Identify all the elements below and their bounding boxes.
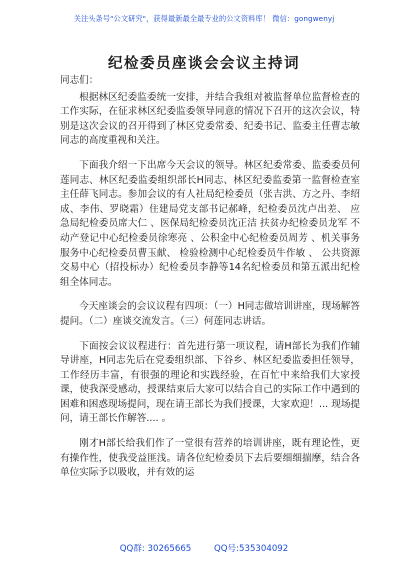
paragraph: 下面我介绍一下出席今天会议的领导。林区纪委常委、监委委员何莲同志、林区纪委监委组织部长H同志、林区纪委监委第一监督检查室主任薛飞同志。参加会议的有人社局纪检委员（张吉洪、方之丹、李绍成、李伟、罗晓霜）住建局党支部书记郝峰，纪检委员沈卢出差、 应急局纪检委员席大仁 、医保局纪检委员沈正洁 扶贫办纪检委员龙军 不动产登记中心纪检委员徐寒亮 、公积金中心纪检委员周芳 、机关事务服务中心纪检委员曹玉献、 检验检测中心纪检委员牛作敏 、 公共资源交易中心（招投标办）纪检委员李静等14名纪检委员和第五派出纪检组全体同志。 — [60, 159, 360, 288]
paragraph: 刚才H部长给我们作了一堂很有营养的培训讲座，既有理论性，更有操作性，使我受益匪浅。请各位纪检委员下去后要细细揣摩，结合各单位实际予以吸收，并有效的运 — [60, 438, 360, 479]
qq-group-text: QQ群: 30265665 — [119, 544, 192, 554]
paragraph: 今天座谈会的会议议程有四项：（一）H同志做培训讲座，现场解答提问。（二）座谈交流发言。（三）何莲同志讲话。 — [60, 301, 360, 327]
banner-text: 关注头条号"公文研究"，获得最新最全最专业的公文资料库！ 微信：gongwenyj — [73, 14, 335, 23]
paragraph: 根据林区纪委监委统一安排，并结合我组对被监督单位监督检查的工作实际，在征求林区纪委监委领导同意的情况下召开的这次会议，特别是这次会议的召开得到了林区党委常委、纪委书记、监委主任曹志敏同志的高度重视和关注。 — [60, 91, 360, 147]
qq-number-text: QQ号:535304092 — [214, 544, 289, 554]
footer — [0, 542, 408, 554]
document-title: 纪检委员座谈会会议主持词 — [108, 55, 300, 72]
paragraph: 下面按会议议程进行：首先进行第一项议程，请H部长为我们作辅导讲座，H同志先后在党委组织部、下谷乡、林区纪委监委担任领导，工作经历丰富，有很强的理论和实践经验，在百忙中来给我们大家授课，使我深受感动，授课结束后大家可以结合自己的实际工作中遇到的困难和困惑现场提问，现在请王部长为我们授课，大家欢迎！... 现场提问，请王部长作解答.... 。 — [60, 340, 361, 425]
document-body — [60, 74, 360, 481]
greeting: 同志们： — [60, 75, 99, 86]
